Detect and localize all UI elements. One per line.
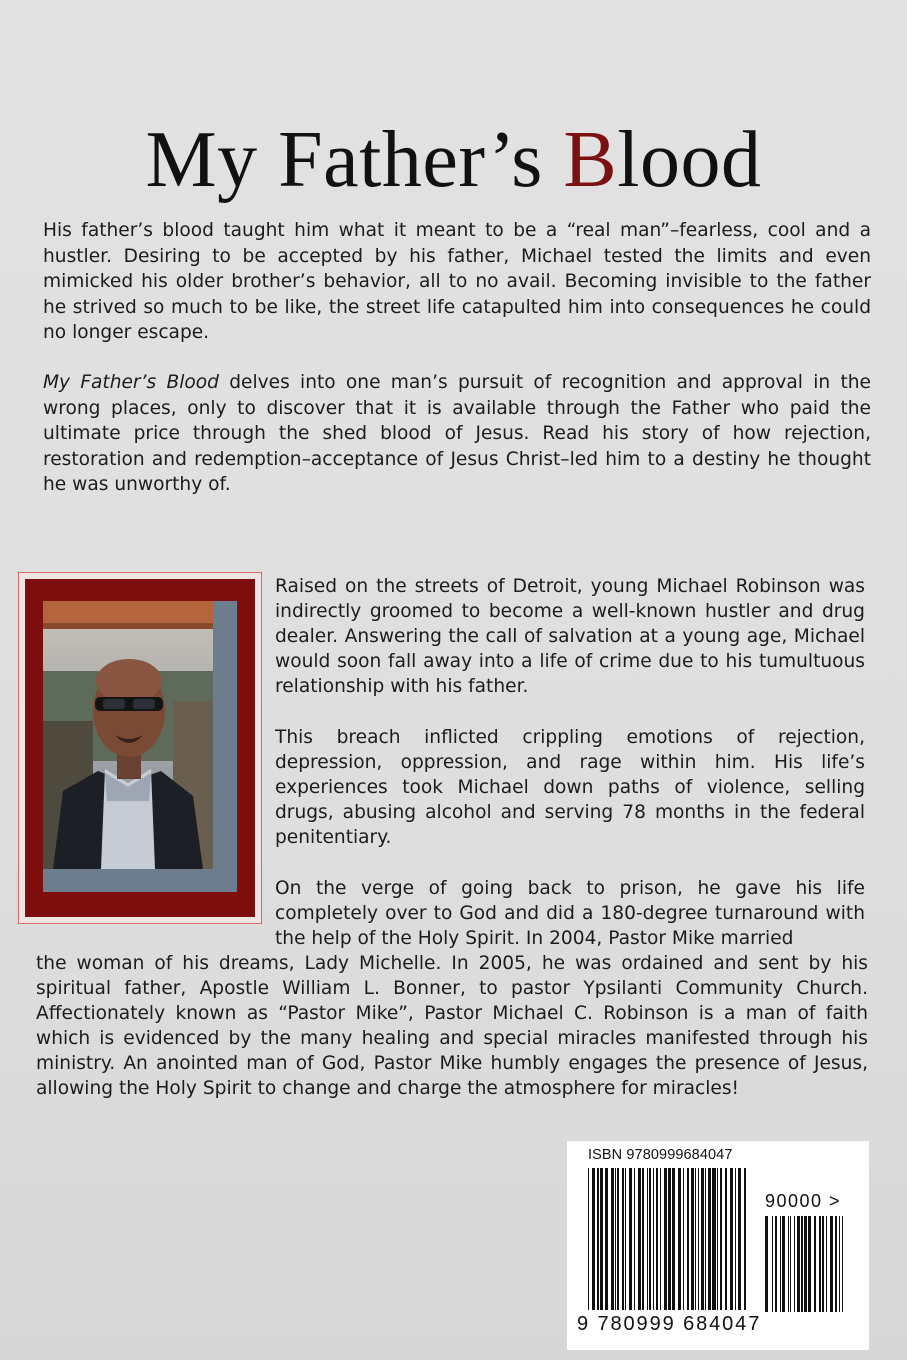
barcode-bar [653, 1168, 654, 1310]
barcode-bar [819, 1216, 821, 1312]
barcode-bar [668, 1168, 671, 1310]
author-photo-frame [18, 572, 262, 924]
barcode-bar [814, 1216, 816, 1312]
author-photo [43, 601, 237, 892]
isbn-digits: 9 780999 684047 [577, 1313, 762, 1335]
title-accent-letter: B [563, 116, 618, 204]
barcode-bar [712, 1168, 716, 1310]
author-photo-border [25, 579, 255, 917]
barcode-bar [701, 1168, 704, 1310]
barcode-bar [808, 1216, 811, 1312]
barcode-bar [615, 1168, 616, 1310]
title-part-2: lood [617, 116, 762, 204]
barcode-bar [695, 1168, 696, 1310]
barcode-bar [839, 1216, 840, 1312]
barcode-bar [842, 1216, 843, 1312]
synopsis-book-title: My Father’s Blood [43, 372, 219, 393]
synopsis-text-2-rest: delves into one man’s pursuit of recognition and approval in the wrong places, only to discover that it is available through the Father who paid the ultimate price through the shed blood of Jesus. Read his story of how rejection, restoration and redemption–acceptance of Jesus Christ–led him to a destiny he thought he was unworthy of. [43, 372, 871, 495]
barcode-bar [683, 1168, 684, 1310]
bio-paragraph-3-start [275, 876, 865, 951]
barcode-bar [638, 1168, 641, 1310]
barcode-bar [642, 1168, 644, 1310]
barcode-bar [730, 1168, 733, 1310]
barcode-bar [678, 1168, 681, 1310]
barcode-bar [622, 1168, 624, 1310]
barcode-bar [738, 1168, 741, 1310]
barcode-bar [588, 1168, 589, 1310]
addon-bars [765, 1216, 847, 1312]
barcode-bar [656, 1168, 658, 1310]
isbn-barcode [567, 1141, 869, 1350]
barcode-bar [698, 1168, 699, 1310]
price-code: 90000 > [765, 1191, 842, 1211]
barcode-bar [735, 1168, 736, 1310]
barcode-bar [826, 1216, 827, 1312]
barcode-bar [664, 1168, 667, 1310]
barcode-bar [765, 1216, 768, 1312]
barcode-bar [708, 1168, 711, 1310]
barcode-bar [830, 1216, 833, 1312]
synopsis-paragraph-2 [43, 370, 871, 498]
barcode-bar [775, 1216, 777, 1312]
barcode-bar [717, 1168, 718, 1310]
barcode-bar [597, 1168, 599, 1310]
barcode-bar [782, 1216, 785, 1312]
barcode-bar [600, 1168, 603, 1310]
bio-text-3-start: On the verge of going back to prison, he gave his life completely over to God and did a 180-degree turnaround with the help of the Holy Spirit. In 2004, Pastor Mike married [275, 878, 865, 949]
barcode-bar [634, 1168, 635, 1310]
synopsis-paragraph-1 [43, 218, 871, 346]
barcode-bar [797, 1216, 800, 1312]
synopsis-text-2 [43, 370, 871, 498]
barcode-bar [788, 1216, 789, 1312]
barcode-bar [794, 1216, 795, 1312]
barcode-bar [822, 1216, 824, 1312]
barcode-bar [647, 1168, 648, 1310]
isbn-label: ISBN 9780999684047 [588, 1147, 733, 1163]
barcode-bar [780, 1216, 781, 1312]
barcode-bar [592, 1168, 595, 1310]
bio-paragraph-3-end [36, 951, 868, 1101]
author-portrait-illustration [43, 601, 213, 869]
barcode-bar [835, 1216, 837, 1312]
ean13-bars [588, 1168, 746, 1310]
bio-text-2: This breach inflicted crippling emotions of rejection, depression, oppression, and rage within him. His life’s experiences took Michael down paths of violence, selling drugs, abusing alcohol and serving 78 months in the federal penitentiary. [275, 727, 865, 848]
bio-text-1: Raised on the streets of Detroit, young Michael Robinson was indirectly groomed to become a well-known hustler and drug dealer. Answering the call of salvation at a young age, Michael would soon fall away into a life of crime due to his tumultuous relationship with his father. [275, 576, 865, 697]
barcode-bar [720, 1168, 722, 1310]
barcode-bar [660, 1168, 661, 1310]
barcode-bar [790, 1216, 791, 1312]
bio-paragraph-1 [275, 574, 865, 699]
barcode-bar [744, 1168, 746, 1310]
barcode-bar [691, 1168, 694, 1310]
barcode-bar [629, 1168, 632, 1310]
barcode-bar [804, 1216, 807, 1312]
barcode-bar [617, 1168, 619, 1310]
barcode-bar [625, 1168, 626, 1310]
barcode-bar [611, 1168, 614, 1310]
barcode-bar [649, 1168, 651, 1310]
book-title [0, 112, 907, 208]
barcode-bar [801, 1216, 803, 1312]
barcode-bar [605, 1168, 608, 1310]
barcode-bar [705, 1168, 706, 1310]
bio-paragraph-2 [275, 725, 865, 850]
barcode-bar [772, 1216, 773, 1312]
synopsis-text-1: His father’s blood taught him what it meant to be a “real man”–fearless, cool and a hustler. Desiring to be accepted by his father, Michael tested the limits and even mimicked his older brother’s behavior, all to no avail. Becoming invisible to the father he strived so much to be like, the street life catapulted him into consequences he could no longer escape. [43, 220, 871, 343]
title-part-1: My Father’s [145, 116, 564, 204]
barcode-bar [672, 1168, 675, 1310]
bio-text-3-end: the woman of his dreams, Lady Michelle. In 2005, he was ordained and sent by his spiritual father, Apostle William L. Bonner, to pastor Ypsilanti Community Church. Affectionately known as “Pastor Mike”, Pastor Michael C. Robinson is a man of faith which is evidenced by the many healing and special miracles manifested through his ministry. An anointed man of God, Pastor Mike humbly engages the presence of Jesus, allowing the Holy Spirit to change and charge the atmosphere for miracles! [36, 953, 868, 1099]
barcode-bar [687, 1168, 689, 1310]
barcode-bar [725, 1168, 727, 1310]
